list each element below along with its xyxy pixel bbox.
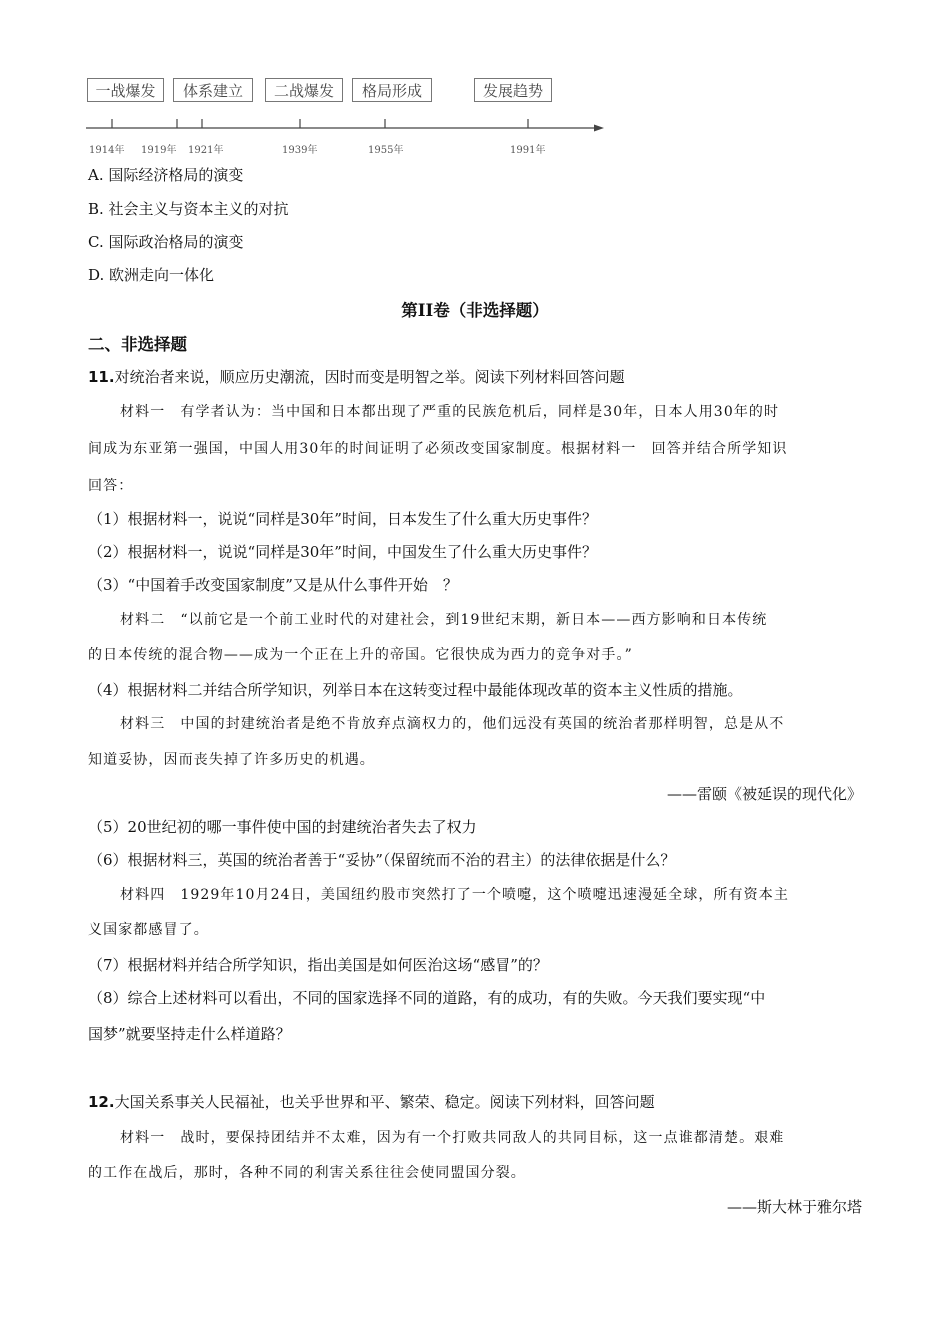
q11-material4-line2: 义国家都感冒了。 (88, 922, 209, 938)
q11-material3-line2: 知道妥协，因而丧失掉了许多历史的机遇。 (88, 752, 375, 768)
q11-sub1: （1）根据材料一，说说“同样是30年”时间，日本发生了什么重大历史事件？ (88, 510, 597, 528)
timeline-box-2: 体系建立 (173, 78, 253, 102)
q11-sub5: （5）20世纪初的哪一事件使中国的封建统治者失去了权力 (88, 818, 477, 836)
q12-stem: 大国关系事关人民福祉，也关乎世界和平、繁荣、稳定。阅读下列材料，回答问题 (114, 1093, 655, 1111)
timeline-box-3: 二战爆发 (265, 78, 343, 102)
q11-sub6: （6）根据材料三，英国的统治者善于“妥协”（保留统而不治的君主）的法律依据是什么？ (88, 851, 676, 869)
timeline-year-1991: 1991年 (510, 145, 546, 156)
option-c: C. 国际政治格局的演变 (88, 233, 244, 251)
timeline-year-1914: 1914年 (89, 145, 125, 156)
q11-material1-line2: 间成为东亚第一强国，中国人用30年的时间证明了必须改变国家制度。根据材料一 回答并结合所学知识 (88, 441, 788, 457)
timeline-axis (80, 112, 610, 142)
volume-title: 第II卷（非选择题） (401, 301, 549, 320)
timeline-box-4: 格局形成 (352, 78, 432, 102)
q12-material1-line1: 材料一 战时，要保持团结并不太难，因为有一个打败共同敌人的共同目标，这一点谁都清楚。艰难 (120, 1130, 785, 1146)
q11-stem-line (88, 366, 625, 387)
q11-material2-line1: 材料二 “以前它是一个前工业时代的对建社会，到19世纪末期，新日本——西方影响和日本传统 (120, 612, 768, 628)
option-b: B. 社会主义与资本主义的对抗 (88, 200, 289, 218)
q11-sub4: （4）根据材料二并结合所学知识，列举日本在这转变过程中最能体现改革的资本主义性质的措施。 (88, 681, 743, 699)
q11-sub2: （2）根据材料一，说说“同样是30年”时间，中国发生了什么重大历史事件？ (88, 543, 597, 561)
timeline-year-1919: 1919年 (141, 145, 177, 156)
timeline-year-1939: 1939年 (282, 145, 318, 156)
q11-material3-source: ——雷颐《被延误的现代化》 (666, 785, 862, 803)
timeline-box-5: 发展趋势 (474, 78, 552, 102)
q11-material4-line1: 材料四 1929年10月24日，美国纽约股市突然打了一个喷嚏，这个喷嚏迅速漫延全球，所有资本主 (120, 887, 789, 903)
option-d: D. 欧洲走向一体化 (88, 266, 215, 284)
q12-stem-line (88, 1091, 655, 1112)
q11-sub7: （7）根据材料并结合所学知识，指出美国是如何医治这场“感冒”的？ (88, 956, 548, 974)
option-a: A. 国际经济格局的演变 (88, 166, 244, 184)
q11-material1-line3: 回答： (88, 478, 134, 494)
q11-stem: 对统治者来说，顺应历史潮流，因时而变是明智之举。阅读下列材料回答问题 (114, 368, 625, 386)
q11-material3-line1: 材料三 中国的封建统治者是绝不肯放弃点滴权力的，他们远没有英国的统治者那样明智，总是从不 (120, 716, 785, 732)
q12-number: 12. (88, 1093, 115, 1111)
timeline-box-1: 一战爆发 (87, 78, 164, 102)
q11-sub8-line2: 国梦”就要坚持走什么样道路？ (88, 1025, 291, 1043)
timeline-year-1921: 1921年 (188, 145, 224, 156)
section-title: 二、非选择题 (88, 335, 187, 354)
q12-material1-source: ——斯大林于雅尔塔 (726, 1198, 862, 1216)
q11-material2-line2: 的日本传统的混合物——成为一个正在上升的帝国。它很快成为西力的竞争对手。” (88, 647, 633, 663)
q11-material1-line1: 材料一 有学者认为：当中国和日本都出现了严重的民族危机后，同样是30年，日本人用30年的时 (120, 404, 780, 420)
timeline-year-1955: 1955年 (368, 145, 404, 156)
q12-material1-line2: 的工作在战后，那时，各种不同的利害关系往往会使同盟国分裂。 (88, 1165, 526, 1181)
q11-sub3: （3）“中国着手改变国家制度”又是从什么事件开始 ？ (88, 576, 458, 594)
q11-number: 11. (88, 368, 115, 386)
q11-sub8-line1: （8）综合上述材料可以看出，不同的国家选择不同的道路，有的成功，有的失败。今天我们要实现“中 (88, 989, 766, 1007)
